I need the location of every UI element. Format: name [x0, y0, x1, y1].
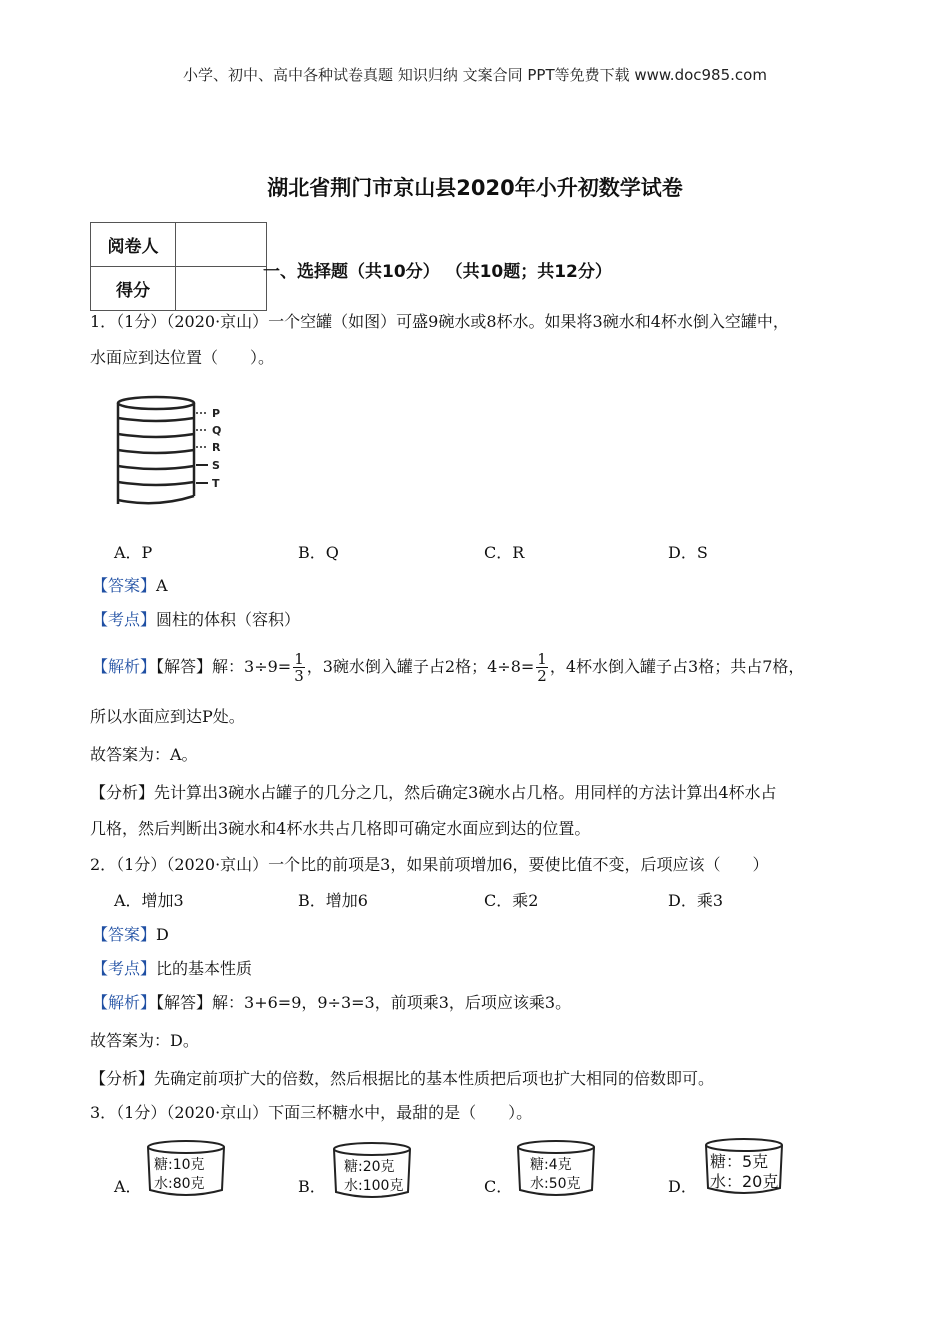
q2-answer — [92, 924, 169, 946]
page-title: 湖北省荆门市京山县2020年小升初数学试卷 — [267, 176, 683, 200]
q3-option-c-letter[interactable]: C． — [484, 1177, 513, 1196]
section-heading: 一、选择题（共10分） （共10题；共12分） — [263, 262, 612, 282]
q1-point-tag: 【考点】 — [92, 610, 157, 629]
score-label: 得分 — [91, 267, 176, 311]
q2-point-tag: 【考点】 — [92, 959, 157, 978]
q2-option-b[interactable]: B．增加6 — [298, 891, 368, 910]
q2-analysis-tag: 【解析】 — [92, 993, 157, 1012]
q2-answer-value: D — [156, 925, 169, 944]
fraction-one-half: $\frac{1}{2}$ — [537, 650, 547, 685]
q2-stem: 2．（1分）（2020·京山）一个比的前项是3，如果前项增加6，要使比值不变，后项应该（ ） — [90, 855, 769, 874]
cup-a-text — [154, 1156, 205, 1194]
q3-option-a-letter[interactable]: A． — [114, 1177, 142, 1196]
reviewer-label: 阅卷人 — [91, 223, 176, 267]
q1-stem-line1: 1．（1分）（2020·京山）一个空罐（如图）可盛9碗水或8杯水。如果将3碗水和4杯水倒入空罐中， — [90, 312, 789, 331]
q1-tank-figure — [108, 392, 238, 514]
q1-option-d[interactable]: D．S — [668, 543, 708, 562]
q1-point — [92, 609, 300, 631]
cup-d-text — [710, 1152, 778, 1192]
q1-fenxi-line2: 几格，然后判断出3碗水和4杯水共占几格即可确定水面应到达的位置。 — [90, 819, 591, 838]
q1-analysis-tag: 【解析】 — [92, 657, 157, 676]
q1-analysis-part3: ，4杯水倒入罐子占3格；共占7格， — [549, 657, 805, 676]
q1-analysis-line2: 所以水面应到达P处。 — [90, 707, 245, 726]
q1-option-c[interactable]: C．R — [484, 543, 525, 562]
q1-conclusion: 故答案为：A。 — [90, 745, 198, 764]
q1-point-value: 圆柱的体积（容积） — [156, 610, 301, 629]
cup-a-sugar: 糖:10克 — [154, 1157, 205, 1173]
q1-answer — [92, 575, 168, 597]
q3-option-b-cup[interactable] — [330, 1140, 414, 1202]
q2-answer-tag: 【答案】 — [92, 925, 157, 944]
cup-b-sugar: 糖:20克 — [344, 1159, 395, 1175]
q1-answer-value: A — [156, 576, 168, 595]
q2-analysis-value: 【解答】解：3+6=9，9÷3=3，前项乘3，后项应该乘3。 — [156, 993, 572, 1012]
tank-label-t: T — [212, 477, 220, 490]
q2-analysis — [92, 992, 571, 1014]
cup-c-text — [530, 1156, 581, 1194]
q3-option-c-cup[interactable] — [514, 1138, 598, 1200]
q3-option-d-letter[interactable]: D． — [668, 1177, 697, 1196]
q1-stem-line2: 水面应到达位置（ ）。 — [90, 348, 275, 367]
q1-answer-tag: 【答案】 — [92, 576, 157, 595]
q2-point-value: 比的基本性质 — [156, 959, 253, 978]
cup-d-water: 水：20克 — [710, 1172, 779, 1191]
reviewer-blank — [176, 223, 267, 267]
q1-analysis-part1: 【解答】解：3÷9= — [156, 657, 292, 676]
cup-a-water: 水:80克 — [154, 1176, 205, 1192]
q3-option-b-letter[interactable]: B． — [298, 1177, 326, 1196]
fraction-one-third: $\frac{1}{3}$ — [294, 650, 304, 685]
q2-option-a[interactable]: A．增加3 — [114, 891, 184, 910]
tank-label-s: S — [212, 459, 220, 472]
q3-option-d-cup[interactable] — [702, 1136, 786, 1198]
q2-option-c[interactable]: C．乘2 — [484, 891, 539, 910]
q2-fenxi: 【分析】先确定前项扩大的倍数，然后根据比的基本性质把后项也扩大相同的倍数即可。 — [90, 1069, 715, 1088]
tank-label-p: P — [212, 407, 221, 420]
q1-analysis-line1 — [92, 649, 804, 685]
tank-label-r: R — [212, 441, 221, 454]
q1-option-a[interactable]: A．P — [114, 543, 153, 562]
q3-option-a-cup[interactable] — [144, 1138, 228, 1200]
cup-c-sugar: 糖:4克 — [530, 1157, 572, 1173]
cup-c-water: 水:50克 — [530, 1176, 581, 1192]
site-header: 小学、初中、高中各种试卷真题 知识归纳 文案合同 PPT等免费下载 www.doc985.com — [183, 66, 767, 84]
tank-label-q: Q — [212, 424, 222, 437]
cup-b-text — [344, 1158, 403, 1196]
q2-option-d[interactable]: D．乘3 — [668, 891, 724, 910]
q1-option-b[interactable]: B．Q — [298, 543, 339, 562]
score-blank — [176, 267, 267, 311]
q3-stem: 3．（1分）（2020·京山）下面三杯糖水中，最甜的是（ ）。 — [90, 1103, 533, 1122]
grade-table — [90, 222, 267, 311]
q2-point — [92, 958, 252, 980]
cup-d-sugar: 糖：5克 — [710, 1152, 769, 1171]
cup-b-water: 水:100克 — [344, 1178, 404, 1194]
q1-analysis-part2: ，3碗水倒入罐子占2格；4÷8= — [306, 657, 535, 676]
q2-conclusion: 故答案为：D。 — [90, 1031, 199, 1050]
q1-fenxi-line1: 【分析】先计算出3碗水占罐子的几分之几，然后确定3碗水占几格。用同样的方法计算出4杯水占 — [90, 783, 777, 802]
